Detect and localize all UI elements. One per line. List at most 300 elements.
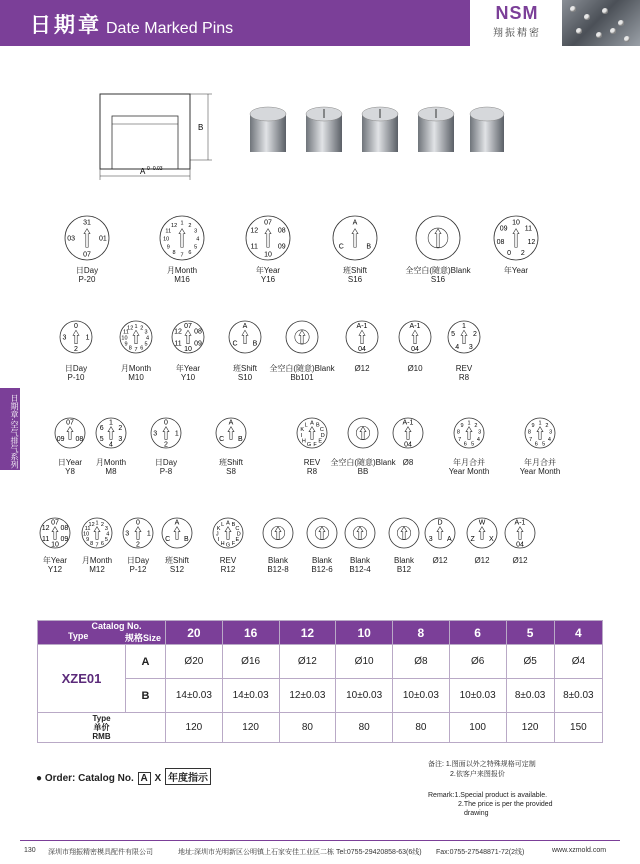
table-cell: Ø5 xyxy=(506,645,554,679)
size-col: 10 xyxy=(336,621,393,645)
pin-label-name: 年Year xyxy=(503,266,529,275)
pin-face-mark: 10 xyxy=(83,531,90,538)
brand-name: NSM xyxy=(495,3,539,23)
pin-face-mark: 07 xyxy=(83,251,91,259)
pin-label-code: B12-4 xyxy=(349,565,371,574)
footer-website: www.xzmold.com xyxy=(552,847,607,854)
pin-face-mark: 6 xyxy=(188,250,192,257)
pin-label-name: 年Year xyxy=(255,266,281,275)
pin-face-mark: 6 xyxy=(99,425,104,433)
size-label: 规格Size xyxy=(124,633,161,643)
pin-face-mark: W xyxy=(478,519,486,527)
pin-face-diagram xyxy=(209,514,247,552)
price-label xyxy=(38,713,166,743)
pin-face-mark: 5 xyxy=(471,441,475,448)
pin-label xyxy=(269,364,334,382)
pin-label xyxy=(121,364,151,382)
pin-face-mark: 3 xyxy=(104,526,108,533)
pin-face-mark: 5 xyxy=(451,330,455,338)
pin-label-code: B12 xyxy=(396,565,412,574)
pin-face-mark: 6 xyxy=(100,540,104,547)
pin-label xyxy=(354,364,369,373)
pin-face-mark: 0 xyxy=(164,419,168,427)
table-row xyxy=(38,713,603,743)
pin-label-name: 班Shift xyxy=(164,556,190,565)
pin-label-name: 班Shift xyxy=(342,266,368,275)
pin-face-diagram xyxy=(490,212,542,264)
pin-face-mark: 9 xyxy=(460,423,464,430)
size-col: 4 xyxy=(554,621,602,645)
pin-face-mark: 6 xyxy=(534,441,538,448)
pin-face-mark: B xyxy=(184,535,189,543)
pin-label xyxy=(96,458,126,476)
dim-a-label: A xyxy=(140,167,146,176)
price-label-type: Type xyxy=(92,714,111,723)
pin-face-mark: 2 xyxy=(473,330,477,338)
table-cell: Ø20 xyxy=(166,645,223,679)
pin-label-name: 全空白(随意)Blank xyxy=(269,364,335,373)
table-cell: 10±0.03 xyxy=(393,679,450,713)
pin-face-mark: 1 xyxy=(134,323,138,330)
pin-face-mark: 5 xyxy=(99,435,104,443)
pin-label xyxy=(343,266,367,284)
footer-address: 地址:深圳市光明新区公明镇上石家安佳工业区二栋 xyxy=(178,849,334,856)
pin-label-code: Y16 xyxy=(260,275,276,284)
pin-face-diagram xyxy=(92,414,130,452)
pin-label-code: M10 xyxy=(128,373,144,382)
pin-face-mark: D xyxy=(236,531,241,538)
pin-face-mark: 09 xyxy=(194,340,202,348)
pin-label-name: Ø12 xyxy=(474,556,490,565)
pin-photos xyxy=(240,100,510,156)
brand-logo xyxy=(474,3,560,43)
pin-face-diagram xyxy=(329,212,381,264)
pin-face-mark: H xyxy=(301,438,306,445)
pin-label-name: 年月合并 xyxy=(524,458,556,467)
row-key: B xyxy=(126,679,166,713)
pin-face-mark: 11 xyxy=(123,329,129,336)
table-cell: 10±0.03 xyxy=(336,679,393,713)
pin-face-diagram xyxy=(225,317,265,357)
pin-face-mark: B xyxy=(316,422,320,429)
table-cell: 12±0.03 xyxy=(279,679,336,713)
pin-face-diagram xyxy=(389,414,427,452)
pin-label xyxy=(394,556,414,574)
pin-face-mark: K xyxy=(216,526,221,533)
page-header xyxy=(0,0,640,46)
pin-face-mark: 4 xyxy=(145,335,150,342)
pin-label-code: S12 xyxy=(169,565,185,574)
pin-label xyxy=(65,364,87,382)
table-header-row xyxy=(38,621,603,645)
pin-label xyxy=(127,556,149,574)
pin-face-mark: E xyxy=(318,438,322,445)
pin-face-mark: 6 xyxy=(140,345,144,352)
pin-label-code: P-20 xyxy=(78,275,96,284)
page-title-en: Date Marked Pins xyxy=(106,20,234,37)
pin-face-mark: 1 xyxy=(462,322,466,330)
pin-label xyxy=(58,458,82,476)
pin-face-diagram xyxy=(293,414,331,452)
pin-label xyxy=(176,364,200,382)
pin-face-mark: 1 xyxy=(538,420,542,427)
pin-label-name: 年月合并 xyxy=(453,458,485,467)
pin-label-code: BB xyxy=(357,467,369,476)
pin-face-diagram xyxy=(421,514,459,552)
pin-face-diagram xyxy=(242,212,294,264)
pin-face-diagram xyxy=(78,514,116,552)
pin-face-diagram xyxy=(412,212,464,264)
pin-face-mark: C xyxy=(338,243,344,251)
pin-face-mark: 5 xyxy=(104,536,108,543)
pin-face-mark: 10 xyxy=(121,335,128,342)
pin-face-mark: 11 xyxy=(42,535,50,543)
remark-cn-1: 备注: 1.图面以外之特殊规格可定制 xyxy=(428,761,536,768)
table-cell: Ø12 xyxy=(279,645,336,679)
dim-b-label: B xyxy=(198,123,204,132)
pin-face-mark: 09 xyxy=(60,535,69,543)
price-cell: 120 xyxy=(506,713,554,743)
pin-face-mark: 08 xyxy=(277,227,286,235)
pin-label xyxy=(330,458,395,476)
pin-face-mark: 11 xyxy=(165,228,172,235)
pin-face-mark: 1 xyxy=(180,220,184,227)
pin-face-diagram xyxy=(341,514,379,552)
pin-face-mark: 08 xyxy=(496,239,505,247)
pin-label-code: M8 xyxy=(105,467,117,476)
pin-label xyxy=(233,364,257,382)
pin-face-diagram xyxy=(259,514,297,552)
product-photo xyxy=(562,0,640,46)
pin-label xyxy=(432,556,447,565)
pin-label-code: M16 xyxy=(174,275,190,284)
pin-face-mark: I xyxy=(217,536,220,543)
pin-face-mark: B xyxy=(231,522,236,529)
pin-label-name: 日Day xyxy=(64,364,88,373)
pin-face-mark: I xyxy=(300,433,303,440)
pin-label xyxy=(311,556,332,574)
pin-face-mark: 12 xyxy=(41,525,50,533)
pin-face-mark: A-1 xyxy=(409,322,421,330)
pin-face-mark: 2 xyxy=(140,325,144,332)
pin-face-mark: A xyxy=(174,519,180,527)
pin-label-name: Ø12 xyxy=(354,364,370,373)
pin-face-mark: 3 xyxy=(468,343,473,351)
pin-face-mark: 1 xyxy=(95,520,99,527)
pin-label-code: S10 xyxy=(237,373,253,382)
pin-face-mark: 12 xyxy=(174,328,182,336)
pin-face-mark: 8 xyxy=(527,429,531,436)
pin-face-mark: 3 xyxy=(428,535,433,543)
dim-a-tolerance: 0 -0.03 xyxy=(147,166,163,172)
pin-face-diagram xyxy=(344,414,382,452)
pin-face-mark: 11 xyxy=(250,243,258,251)
pin-face-mark: 1 xyxy=(467,420,471,427)
pin-face-mark: A xyxy=(226,520,230,527)
pin-face-mark: A xyxy=(447,535,452,543)
pin-face-mark: G xyxy=(306,441,312,448)
pin-label xyxy=(304,458,320,476)
pin-label xyxy=(267,556,288,574)
pin-face-mark: A-1 xyxy=(402,419,414,427)
table-row xyxy=(38,645,603,679)
pin-face-mark: 12 xyxy=(88,522,95,529)
pin-face-mark: 12 xyxy=(527,239,536,247)
pin-face-diagram xyxy=(385,514,423,552)
footer-company: 深圳市翔振精密模具配件有限公司 xyxy=(48,849,153,856)
pin-label-name: 年Year xyxy=(42,556,68,565)
pin-face-diagram xyxy=(56,317,96,357)
pin-label xyxy=(155,458,177,476)
pin-face-mark: 1 xyxy=(85,334,90,342)
pin-face-mark: 1 xyxy=(174,430,179,438)
pin-face-mark: A xyxy=(228,419,234,427)
pin-label-code: R12 xyxy=(220,565,236,574)
footer-divider xyxy=(20,840,620,841)
pin-label-name: 月Month xyxy=(120,364,152,373)
pin-face-diagram xyxy=(463,514,501,552)
pin-face-mark: A xyxy=(310,420,314,427)
pin-label xyxy=(504,266,528,275)
pin-face-mark: 4 xyxy=(196,236,200,243)
pin-label-code: P-12 xyxy=(129,565,147,574)
pin-face-mark: L xyxy=(304,422,308,429)
pin-face-mark: 8 xyxy=(456,429,460,436)
pin-face-mark: 0 xyxy=(74,322,78,330)
pin-label xyxy=(474,556,489,565)
pin-label xyxy=(82,556,112,574)
catalog-header xyxy=(38,621,166,645)
pin-label xyxy=(165,556,189,574)
pin-face-diagram xyxy=(521,414,559,452)
pin-face-mark: C xyxy=(319,427,324,434)
pin-label-name: Blank xyxy=(311,556,333,565)
pin-face-mark: 4 xyxy=(547,436,551,443)
pin-face-mark: 07 xyxy=(264,219,272,227)
pin-face-mark: 1 xyxy=(146,530,151,538)
pin-face-mark: E xyxy=(235,536,240,543)
pin-face-mark: 12 xyxy=(127,325,134,332)
pin-face-mark: 0 xyxy=(136,519,140,527)
pin-face-diagram xyxy=(119,514,157,552)
pin-label-code: M12 xyxy=(89,565,105,574)
pin-label xyxy=(76,266,98,284)
pin-face-diagram xyxy=(158,514,196,552)
size-col: 20 xyxy=(166,621,223,645)
page-number: 130 xyxy=(24,847,36,854)
pin-face-mark: 2 xyxy=(118,425,123,433)
page-footer xyxy=(0,840,640,864)
brand-subtitle: 翔振精密 xyxy=(493,28,541,39)
order-catalog: Catalog No. xyxy=(78,773,134,784)
pin-face-diagram xyxy=(395,317,435,357)
pin-label-name: 日Day xyxy=(126,556,150,565)
table-cell: 14±0.03 xyxy=(166,679,223,713)
pin-face-mark: 9 xyxy=(531,423,535,430)
row-key: A xyxy=(126,645,166,679)
pin-label-name: Blank xyxy=(349,556,371,565)
pin-label-name: Blank xyxy=(393,556,415,565)
pin-face-mark: 4 xyxy=(106,531,110,538)
pin-label-code: P-8 xyxy=(159,467,173,476)
pin-label-code: B12-6 xyxy=(311,565,333,574)
pin-face-mark: 0 xyxy=(507,249,512,257)
pin-face-mark: 04 xyxy=(358,346,366,354)
pin-face-mark: B xyxy=(252,340,258,348)
pin-face-mark: 8 xyxy=(172,250,176,257)
pin-face-mark: 3 xyxy=(125,530,130,538)
size-col: 16 xyxy=(222,621,279,645)
pin-face-mark: D xyxy=(437,519,443,527)
price-cell: 120 xyxy=(222,713,279,743)
pin-face-mark: 3 xyxy=(194,228,198,235)
pin-label-code: Year Month xyxy=(519,467,561,476)
pin-label-name: 日Year xyxy=(57,458,83,467)
pin-face-mark: 2 xyxy=(74,346,78,354)
pin-face-mark: B xyxy=(238,435,243,443)
pin-label-code: Bb101 xyxy=(290,373,314,382)
price-cell: 100 xyxy=(449,713,506,743)
pin-face-mark: B xyxy=(366,243,372,251)
price-cell: 120 xyxy=(166,713,223,743)
pin-face-diagram xyxy=(36,514,74,552)
size-col: 12 xyxy=(279,621,336,645)
pin-face-mark: C xyxy=(165,535,171,543)
price-cell: 80 xyxy=(393,713,450,743)
pin-face-mark: A xyxy=(242,322,248,330)
pin-label xyxy=(403,458,414,467)
table-cell: 8±0.03 xyxy=(554,679,602,713)
pin-face-mark: A xyxy=(352,219,358,227)
pin-face-mark: 2 xyxy=(545,423,549,430)
remark-cn xyxy=(428,760,536,780)
pin-face-mark: 2 xyxy=(520,249,525,257)
pin-face-mark: Z xyxy=(470,535,475,543)
order-a-box: A xyxy=(138,772,151,785)
table-cell: Ø8 xyxy=(393,645,450,679)
price-cell: 80 xyxy=(336,713,393,743)
pin-face-diagram xyxy=(116,317,156,357)
pin-label-code: P-10 xyxy=(67,373,85,382)
pin-face-mark: 11 xyxy=(524,225,533,233)
pin-label-code: R8 xyxy=(458,373,470,382)
pin-face-diagram xyxy=(282,317,322,357)
pin-face-mark: 08 xyxy=(194,328,202,336)
pin-face-mark: 04 xyxy=(516,541,524,549)
table-cell: 10±0.03 xyxy=(449,679,506,713)
pin-face-mark: C xyxy=(232,340,238,348)
pin-label-name: 班Shift xyxy=(232,364,258,373)
pin-face-mark: 7 xyxy=(529,436,533,443)
remark-en-1: Remark:1.Special product is available. xyxy=(428,792,548,799)
pin-face-diagram xyxy=(156,212,208,264)
pin-label-name: 月Month xyxy=(166,266,198,275)
pin-face-mark: 3 xyxy=(144,329,148,336)
table-cell: 8±0.03 xyxy=(506,679,554,713)
price-cell: 80 xyxy=(279,713,336,743)
pin-label-code: Y10 xyxy=(180,373,196,382)
pin-face-mark: 4 xyxy=(455,343,460,351)
pin-face-mark: A-1 xyxy=(356,322,368,330)
pin-label-name: REV xyxy=(455,364,473,373)
pin-face-diagram xyxy=(61,212,113,264)
pin-face-mark: 10 xyxy=(184,346,192,354)
table-cell: Ø16 xyxy=(222,645,279,679)
pin-label-code: Year Month xyxy=(448,467,490,476)
pin-face-mark: 5 xyxy=(144,341,148,348)
pin-face-diagram xyxy=(212,414,250,452)
pin-face-mark: 01 xyxy=(98,235,107,243)
pin-face-mark: 09 xyxy=(277,243,286,251)
pin-face-mark: F xyxy=(313,441,317,448)
pin-label-code: S16 xyxy=(430,275,446,284)
pin-face-mark: 08 xyxy=(60,525,69,533)
pin-label xyxy=(407,364,422,373)
order-x: X xyxy=(154,773,162,784)
pin-label-code: S16 xyxy=(347,275,363,284)
pin-label xyxy=(219,458,243,476)
table-cell: Ø10 xyxy=(336,645,393,679)
pin-label xyxy=(520,458,561,476)
footer-fax: Fax:0755-27548871-72(2线) xyxy=(436,849,525,856)
remark-en-3: drawing xyxy=(464,810,489,817)
order-prefix: Order: xyxy=(44,773,76,784)
pin-label-name: 全空白(随意)Blank xyxy=(405,266,471,275)
remark-en-2: 2.The price is per the provided xyxy=(458,801,553,808)
pin-label xyxy=(256,266,280,284)
remark-cn-2: 2.依客户来图报价 xyxy=(450,771,505,778)
pin-label-name: 月Month xyxy=(81,556,113,565)
table-cell: Ø6 xyxy=(449,645,506,679)
pin-face-diagram xyxy=(303,514,341,552)
pin-face-diagram xyxy=(51,414,89,452)
pin-face-mark: 5 xyxy=(194,244,198,251)
pin-face-mark: 11 xyxy=(174,340,182,348)
pin-face-mark: G xyxy=(225,542,231,549)
pin-label-name: Ø12 xyxy=(432,556,448,565)
pin-face-mark: 4 xyxy=(109,441,113,449)
pin-face-mark: 3 xyxy=(478,429,482,436)
size-col: 8 xyxy=(393,621,450,645)
pin-label-name: REV xyxy=(219,556,237,565)
pin-label xyxy=(512,556,527,565)
pin-face-mark: 10 xyxy=(51,541,59,549)
pin-label-code: Y8 xyxy=(65,467,75,476)
pin-label-name: Ø12 xyxy=(512,556,528,565)
pin-face-mark: 9 xyxy=(86,536,90,543)
pin-face-mark: K xyxy=(300,427,305,434)
pin-face-mark: 8 xyxy=(90,540,94,547)
type-label: Type xyxy=(68,631,89,641)
pin-face-mark: 12 xyxy=(171,222,178,229)
pin-label xyxy=(43,556,67,574)
pin-face-diagram xyxy=(147,414,185,452)
pin-label xyxy=(456,364,472,382)
pin-face-diagram xyxy=(342,317,382,357)
pin-face-mark: 31 xyxy=(83,219,91,227)
pin-face-mark: 07 xyxy=(66,419,74,427)
pin-face-mark: H xyxy=(220,540,225,547)
pin-label-name: Ø8 xyxy=(402,458,414,467)
pin-face-mark: C xyxy=(219,435,225,443)
pin-face-mark: 03 xyxy=(67,235,76,243)
price-label-cn: 单价 xyxy=(93,723,110,732)
pin-label-name: Blank xyxy=(267,556,289,565)
pin-face-mark: L xyxy=(221,522,225,529)
pin-face-mark: F xyxy=(231,540,236,547)
pin-face-mark: 7 xyxy=(180,252,184,259)
price-cell: 150 xyxy=(554,713,602,743)
